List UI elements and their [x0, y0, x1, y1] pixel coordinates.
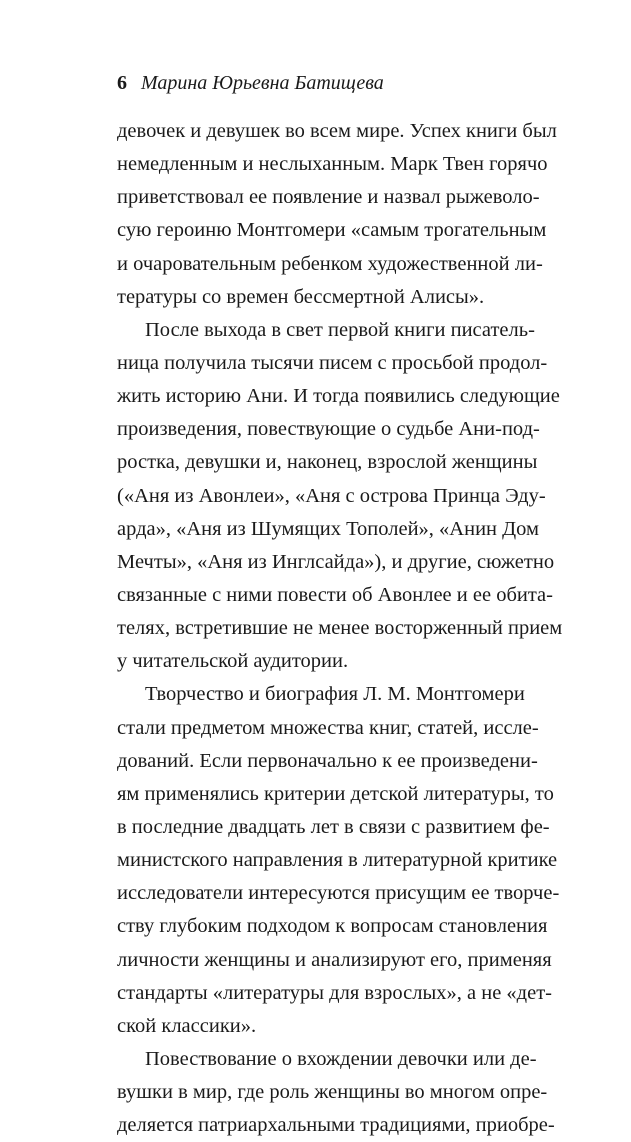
- text-line: ству глубоким подходом к вопросам становления: [117, 915, 548, 938]
- text-line: связанные с ними повести об Авонлее и ее обита-: [117, 583, 553, 606]
- text-line: тературы со времен бессмертной Алисы».: [117, 285, 485, 308]
- text-line: дований. Если первоначально к ее произведени-: [117, 749, 538, 772]
- text-line: Творчество и биография Л. М. Монтгомери: [145, 683, 525, 706]
- text-line: немедленным и неслыханным. Марк Твен горячо: [117, 153, 548, 176]
- text-line: сую героиню Монтгомери «самым трогательным: [117, 219, 547, 242]
- page-header: [117, 70, 384, 96]
- text-line: телях, встретившие не менее восторженный прием: [117, 617, 563, 640]
- text-line: произведения, повествующие о судьбе Ани-под-: [117, 418, 540, 441]
- text-line: вушки в мир, где роль женщины во многом опре-: [117, 1081, 548, 1104]
- text-line: ской классики».: [117, 1014, 257, 1037]
- text-line: После выхода в свет первой книги писатель-: [145, 318, 535, 341]
- paragraph: [117, 1043, 555, 1142]
- text-line: министского направления в литературной критике: [117, 849, 558, 872]
- paragraph: [117, 314, 563, 679]
- text-line: жить историю Ани. И тогда появились следующие: [117, 385, 560, 408]
- text-line: девочек и девушек во всем мире. Успех книги был: [117, 120, 557, 142]
- running-head-author: Марина Юрьевна Батищева: [141, 72, 384, 94]
- text-line: стали предметом множества книг, статей, иссле-: [117, 716, 539, 739]
- text-line: ям применялись критерии детской литературы, то: [117, 782, 554, 805]
- text-line: Мечты», «Аня из Инглсайда»), и другие, сюжетно: [117, 550, 555, 573]
- paragraph: [117, 678, 560, 1043]
- page-number: 6: [117, 72, 127, 94]
- text-line: приветствовал ее появление и назвал рыжеволо-: [117, 186, 540, 209]
- text-line: у читательской аудитории.: [117, 650, 349, 673]
- text-line: арда», «Аня из Шумящих Тополей», «Анин Дом: [117, 517, 539, 540]
- body-text: [117, 115, 563, 1142]
- text-line: личности женщины и анализируют его, применяя: [117, 948, 552, 971]
- text-line: ростка, девушки и, наконец, взрослой женщины: [117, 451, 538, 474]
- text-line: ница получила тысячи писем с просьбой продол-: [117, 351, 548, 374]
- text-line: стандарты «литературы для взрослых», а не «дет-: [117, 981, 552, 1004]
- text-line: и очаровательным ребенком художественной ли-: [117, 252, 543, 275]
- text-line: исследователи интересуются присущим ее творче-: [117, 882, 560, 905]
- text-line: Повествование о вхождении девочки или де-: [145, 1047, 537, 1070]
- text-line: в последние двадцать лет в связи с развитием фе-: [117, 815, 550, 838]
- text-line: («Аня из Авонлеи», «Аня с острова Принца Эду-: [117, 484, 546, 507]
- text-line: деляется патриархальными традициями, приобре-: [117, 1114, 555, 1137]
- paragraph: [117, 115, 557, 314]
